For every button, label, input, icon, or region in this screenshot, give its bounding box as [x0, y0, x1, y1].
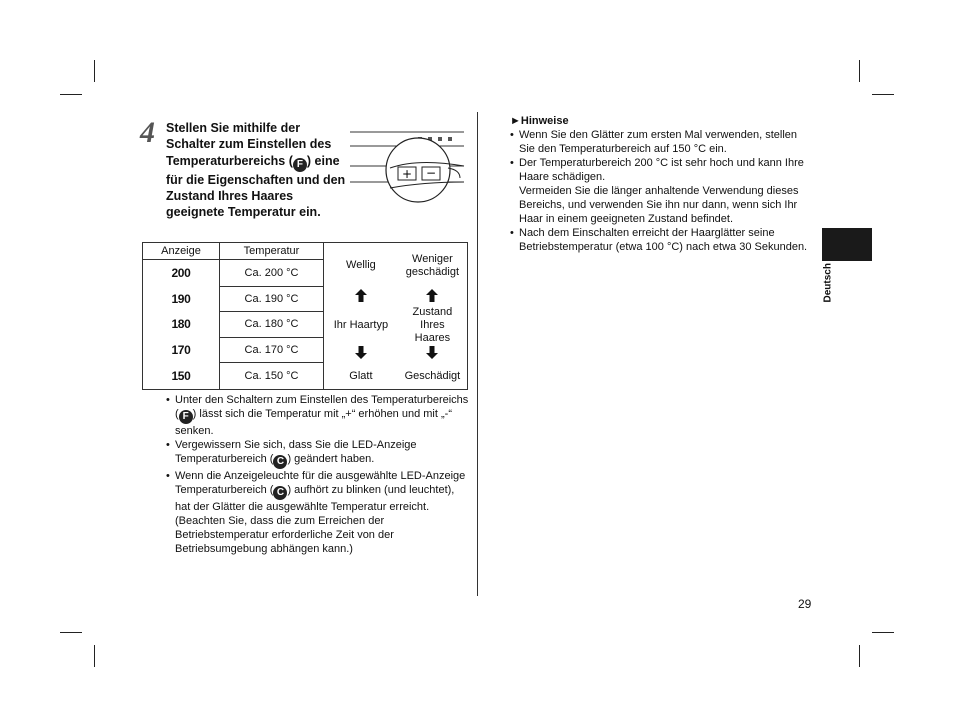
plus-label: +	[401, 167, 413, 181]
condition-middle: Zustand Ihres Haares	[412, 306, 453, 344]
marker-f-icon: F	[293, 158, 307, 172]
list-item: • Vergewissern Sie sich, dass Sie die LED-Anzeige Temperaturbereich ( C ) geändert haben.	[166, 438, 470, 469]
list-item: • Der Temperaturbereich 200 °C ist sehr hoch und kann Ihre Haare schädigen. Vermeiden Sie die länger anhaltende Verwendung dieses Bereichs, und verwenden Sie ihn nur dann, wenn sich Ihr Haar in einem geeigneten Zustand befindet.	[510, 156, 810, 226]
up-arrow-icon	[324, 288, 398, 306]
column-divider	[477, 112, 478, 596]
list-item: • Unter den Schaltern zum Einstellen des Temperaturbereichs ( F ) lässt sich die Temperatur mit „+“ erhöhen und mit „-“ senken.	[166, 393, 470, 438]
hair-guide	[324, 243, 468, 390]
marker-f-icon: F	[179, 410, 193, 424]
condition-bottom: Geschädigt	[404, 369, 461, 382]
minus-label: −	[425, 166, 437, 180]
step-number: 4	[140, 116, 155, 149]
language-tab	[822, 228, 872, 261]
marker-c-icon: C	[273, 455, 287, 469]
straightener-panel-icon	[348, 124, 468, 206]
hair-type-middle: Ihr Haartyp	[333, 319, 389, 331]
crop-mark	[859, 645, 860, 667]
crop-mark	[859, 60, 860, 82]
instruction-bullets	[166, 393, 470, 556]
down-arrow-icon	[398, 345, 467, 363]
crop-mark	[60, 632, 82, 633]
temperature-table	[142, 242, 468, 390]
display-value: 200	[143, 260, 220, 287]
step-instruction: Stellen Sie mithilfe der Schalter zum Einstellen des Temperaturbereichs ( F ) eine für die Eigenschaften und den Zustand Ihres Haares geeignete Temperatur ein.	[166, 121, 346, 220]
display-value: 190	[143, 286, 220, 312]
crop-mark	[872, 94, 894, 95]
hair-type-top: Wellig	[346, 259, 376, 271]
display-value: 180	[143, 312, 220, 338]
condition-top: Weniger geschädigt	[405, 252, 460, 278]
up-arrow-icon	[398, 288, 467, 306]
page-number: 29	[798, 597, 812, 611]
crop-mark	[60, 94, 82, 95]
display-value: 150	[143, 363, 220, 390]
display-value: 170	[143, 337, 220, 363]
temperature-value: Ca. 150 °C	[220, 363, 324, 390]
hair-type-bottom: Glatt	[349, 369, 373, 382]
language-label: Deutsch	[822, 263, 834, 303]
device-illustration	[348, 124, 468, 206]
marker-c-icon: C	[273, 486, 287, 500]
crop-mark	[94, 60, 95, 82]
temperature-value: Ca. 200 °C	[220, 260, 324, 287]
temperature-value: Ca. 170 °C	[220, 337, 324, 363]
temperature-value: Ca. 190 °C	[220, 286, 324, 312]
table-header-temperature: Temperatur	[220, 243, 324, 260]
notes-heading: ►Hinweise	[510, 115, 569, 127]
crop-mark	[94, 645, 95, 667]
list-item: • Wenn Sie den Glätter zum ersten Mal verwenden, stellen Sie den Temperaturbereich auf 150 °C ein.	[510, 128, 810, 156]
list-item: • Wenn die Anzeigeleuchte für die ausgewählte LED-Anzeige Temperaturbereich ( C ) aufhört zu blinken (und leuchtet), hat der Glätter die ausgewählte Temperatur erreicht. (Beachten Sie, dass die zum Erreichen der Betriebstemperatur erforderliche Zeit von der Betriebsumgebung abhängen kann.)	[166, 469, 470, 556]
table-header-display: Anzeige	[143, 243, 220, 260]
list-item: • Nach dem Einschalten erreicht der Haarglätter seine Betriebstemperatur (etwa 100 °C) nach etwa 30 Sekunden.	[510, 226, 810, 254]
temperature-value: Ca. 180 °C	[220, 312, 324, 338]
notes-section	[510, 114, 810, 254]
down-arrow-icon	[324, 345, 398, 363]
crop-mark	[872, 632, 894, 633]
